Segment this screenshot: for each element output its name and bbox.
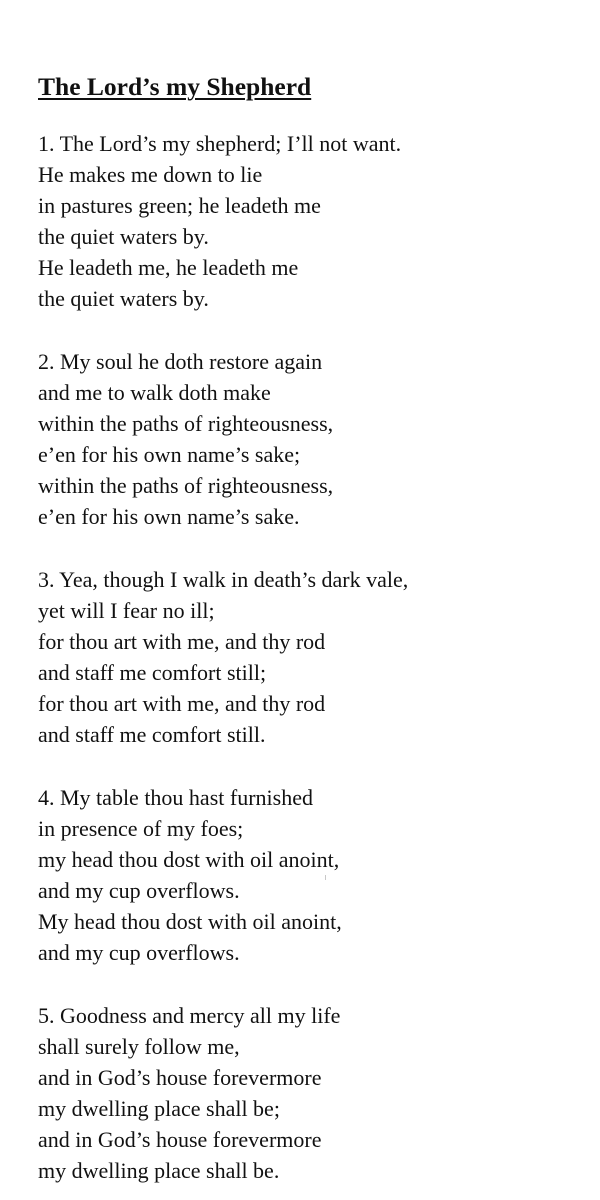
verse-line: within the paths of righteousness, [38, 473, 334, 498]
verse-line: and in God’s house forevermore [38, 1127, 322, 1152]
hymn-title: The Lord’s my Shepherd [38, 72, 312, 101]
verse-line: 1. The Lord’s my shepherd; I’ll not want. [38, 131, 402, 156]
verse-line: and staff me comfort still; [38, 660, 267, 685]
verse-line: e’en for his own name’s sake. [38, 504, 300, 529]
verse-line: in presence of my foes; [38, 816, 244, 841]
verse-line: my dwelling place shall be; [38, 1096, 280, 1121]
verse-line: and in God’s house forevermore [38, 1065, 322, 1090]
verse-line: He leadeth me, he leadeth me [38, 255, 299, 280]
verse-line: for thou art with me, and thy rod [38, 691, 326, 716]
verse-3 [38, 564, 580, 750]
verse-line: the quiet waters by. [38, 286, 209, 311]
verse-1 [38, 128, 580, 314]
verse-line: 3. Yea, though I walk in death’s dark vale, [38, 567, 409, 592]
verse-line: and my cup overflows. [38, 878, 240, 903]
verse-line: my head thou dost with oil anoint, [38, 847, 340, 872]
verse-line: and my cup overflows. [38, 940, 240, 965]
verse-line: My head thou dost with oil anoint, [38, 909, 342, 934]
verse-5 [38, 1000, 580, 1186]
verse-line: shall surely follow me, [38, 1034, 240, 1059]
verse-line: within the paths of righteousness, [38, 411, 334, 436]
verse-line: 5. Goodness and mercy all my life [38, 1003, 341, 1028]
verse-line: the quiet waters by. [38, 224, 209, 249]
verse-2 [38, 346, 580, 532]
verse-line: 4. My table thou hast furnished [38, 785, 313, 810]
scan-speck [325, 875, 326, 880]
verse-line: 2. My soul he doth restore again [38, 349, 323, 374]
verse-line: my dwelling place shall be. [38, 1158, 280, 1183]
verse-line: in pastures green; he leadeth me [38, 193, 321, 218]
verse-line: e’en for his own name’s sake; [38, 442, 301, 467]
verse-line: for thou art with me, and thy rod [38, 629, 326, 654]
verse-line: and me to walk doth make [38, 380, 271, 405]
verse-4 [38, 782, 580, 968]
verse-line: yet will I fear no ill; [38, 598, 215, 623]
verse-line: and staff me comfort still. [38, 722, 266, 747]
verse-line: He makes me down to lie [38, 162, 263, 187]
